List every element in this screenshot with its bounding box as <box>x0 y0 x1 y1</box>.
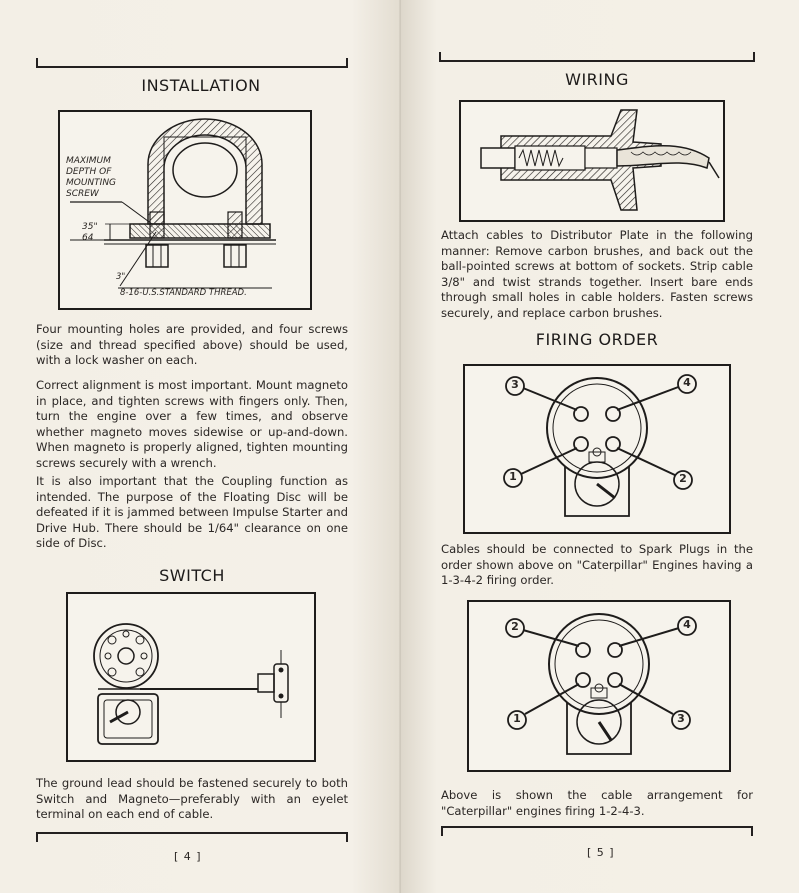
plug-label-bottom-left: 1 <box>513 712 521 725</box>
firing-order-diagram-1 <box>463 364 731 534</box>
page-number-left: [ 4 ] <box>174 850 202 863</box>
installation-paragraph-3: It is also important that the Coupling function as intended. The purpose of the Floating Disc will be defeated if it is jammed between Impulse Starter and Drive Hub. There should be 1/64" clearance on one side of Disc. <box>36 474 348 551</box>
thread-spec-label: 8-16-U.S.STANDARD THREAD. <box>120 288 247 298</box>
cable-holder-drawing <box>461 102 723 220</box>
depth-label-line4: SCREW <box>66 189 99 199</box>
installation-paragraph-1: Four mounting holes are provided, and four screws (size and thread specified above) should be used, with a lock washer on each. <box>36 322 348 368</box>
depth-label-line2: DEPTH OF <box>66 167 112 177</box>
switch-wiring-drawing <box>68 594 314 760</box>
bottom-rule <box>441 826 753 828</box>
thread-fraction: 3" <box>116 272 126 282</box>
depth-fraction-bottom: 64 <box>82 233 94 243</box>
wiring-paragraph: Attach cables to Distributor Plate in the following manner: Remove carbon brushes, and back out the ball-pointed screws at bottom of sockets. Strip cable 3/8" and twist strands together. Insert bare ends through small holes in cable holders. Fasten screws securely, and replace carbon brushes. <box>441 228 753 320</box>
switch-diagram <box>66 592 316 762</box>
installation-paragraph-2: Correct alignment is most important. Mount magneto in place, and tighten screws with fingers only. Then, turn the engine over a few times, and observe whether magneto moves sidewise or up-and-down. When magneto is properly aligned, tighten mounting screws securely with a wrench. <box>36 378 348 470</box>
plug-label-bottom-left: 1 <box>509 470 517 483</box>
switch-paragraph: The ground lead should be fastened securely to both Switch and Magneto—preferably with an eyelet terminal on each end of cable. <box>36 776 348 822</box>
plug-label-bottom-right: 2 <box>679 472 687 485</box>
depth-label-line1: MAXIMUM <box>66 156 111 166</box>
plug-label-top-right: 4 <box>683 618 691 631</box>
switch-heading: SWITCH <box>159 566 225 585</box>
plug-label-top-right: 4 <box>683 376 691 389</box>
firing-order-diagram-2 <box>467 600 731 772</box>
top-rule <box>36 66 348 68</box>
magneto-mounting-drawing <box>60 112 310 308</box>
right-page <box>401 0 799 893</box>
plug-label-top-left: 3 <box>511 378 519 391</box>
firing-order-heading: FIRING ORDER <box>535 330 659 349</box>
plug-label-top-left: 2 <box>511 620 519 633</box>
wiring-diagram <box>459 100 725 222</box>
installation-heading: INSTALLATION <box>141 76 261 95</box>
page-number-right: [ 5 ] <box>587 846 615 859</box>
firing-order-paragraph-2: Above is shown the cable arrangement for "Caterpillar" engines firing 1-2-4-3. <box>441 788 753 818</box>
wiring-heading: WIRING <box>565 70 629 89</box>
depth-label-line3: MOUNTING <box>66 178 117 188</box>
installation-diagram <box>58 110 312 310</box>
distributor-cap-drawing-1342 <box>465 366 729 532</box>
bottom-rule <box>36 832 348 834</box>
firing-order-paragraph-1: Cables should be connected to Spark Plugs in the order shown above on "Caterpillar" Engines having a 1-3-4-2 firing order. <box>441 542 753 588</box>
plug-label-bottom-right: 3 <box>677 712 685 725</box>
top-rule <box>439 60 755 62</box>
depth-fraction-top: 35" <box>82 222 98 232</box>
